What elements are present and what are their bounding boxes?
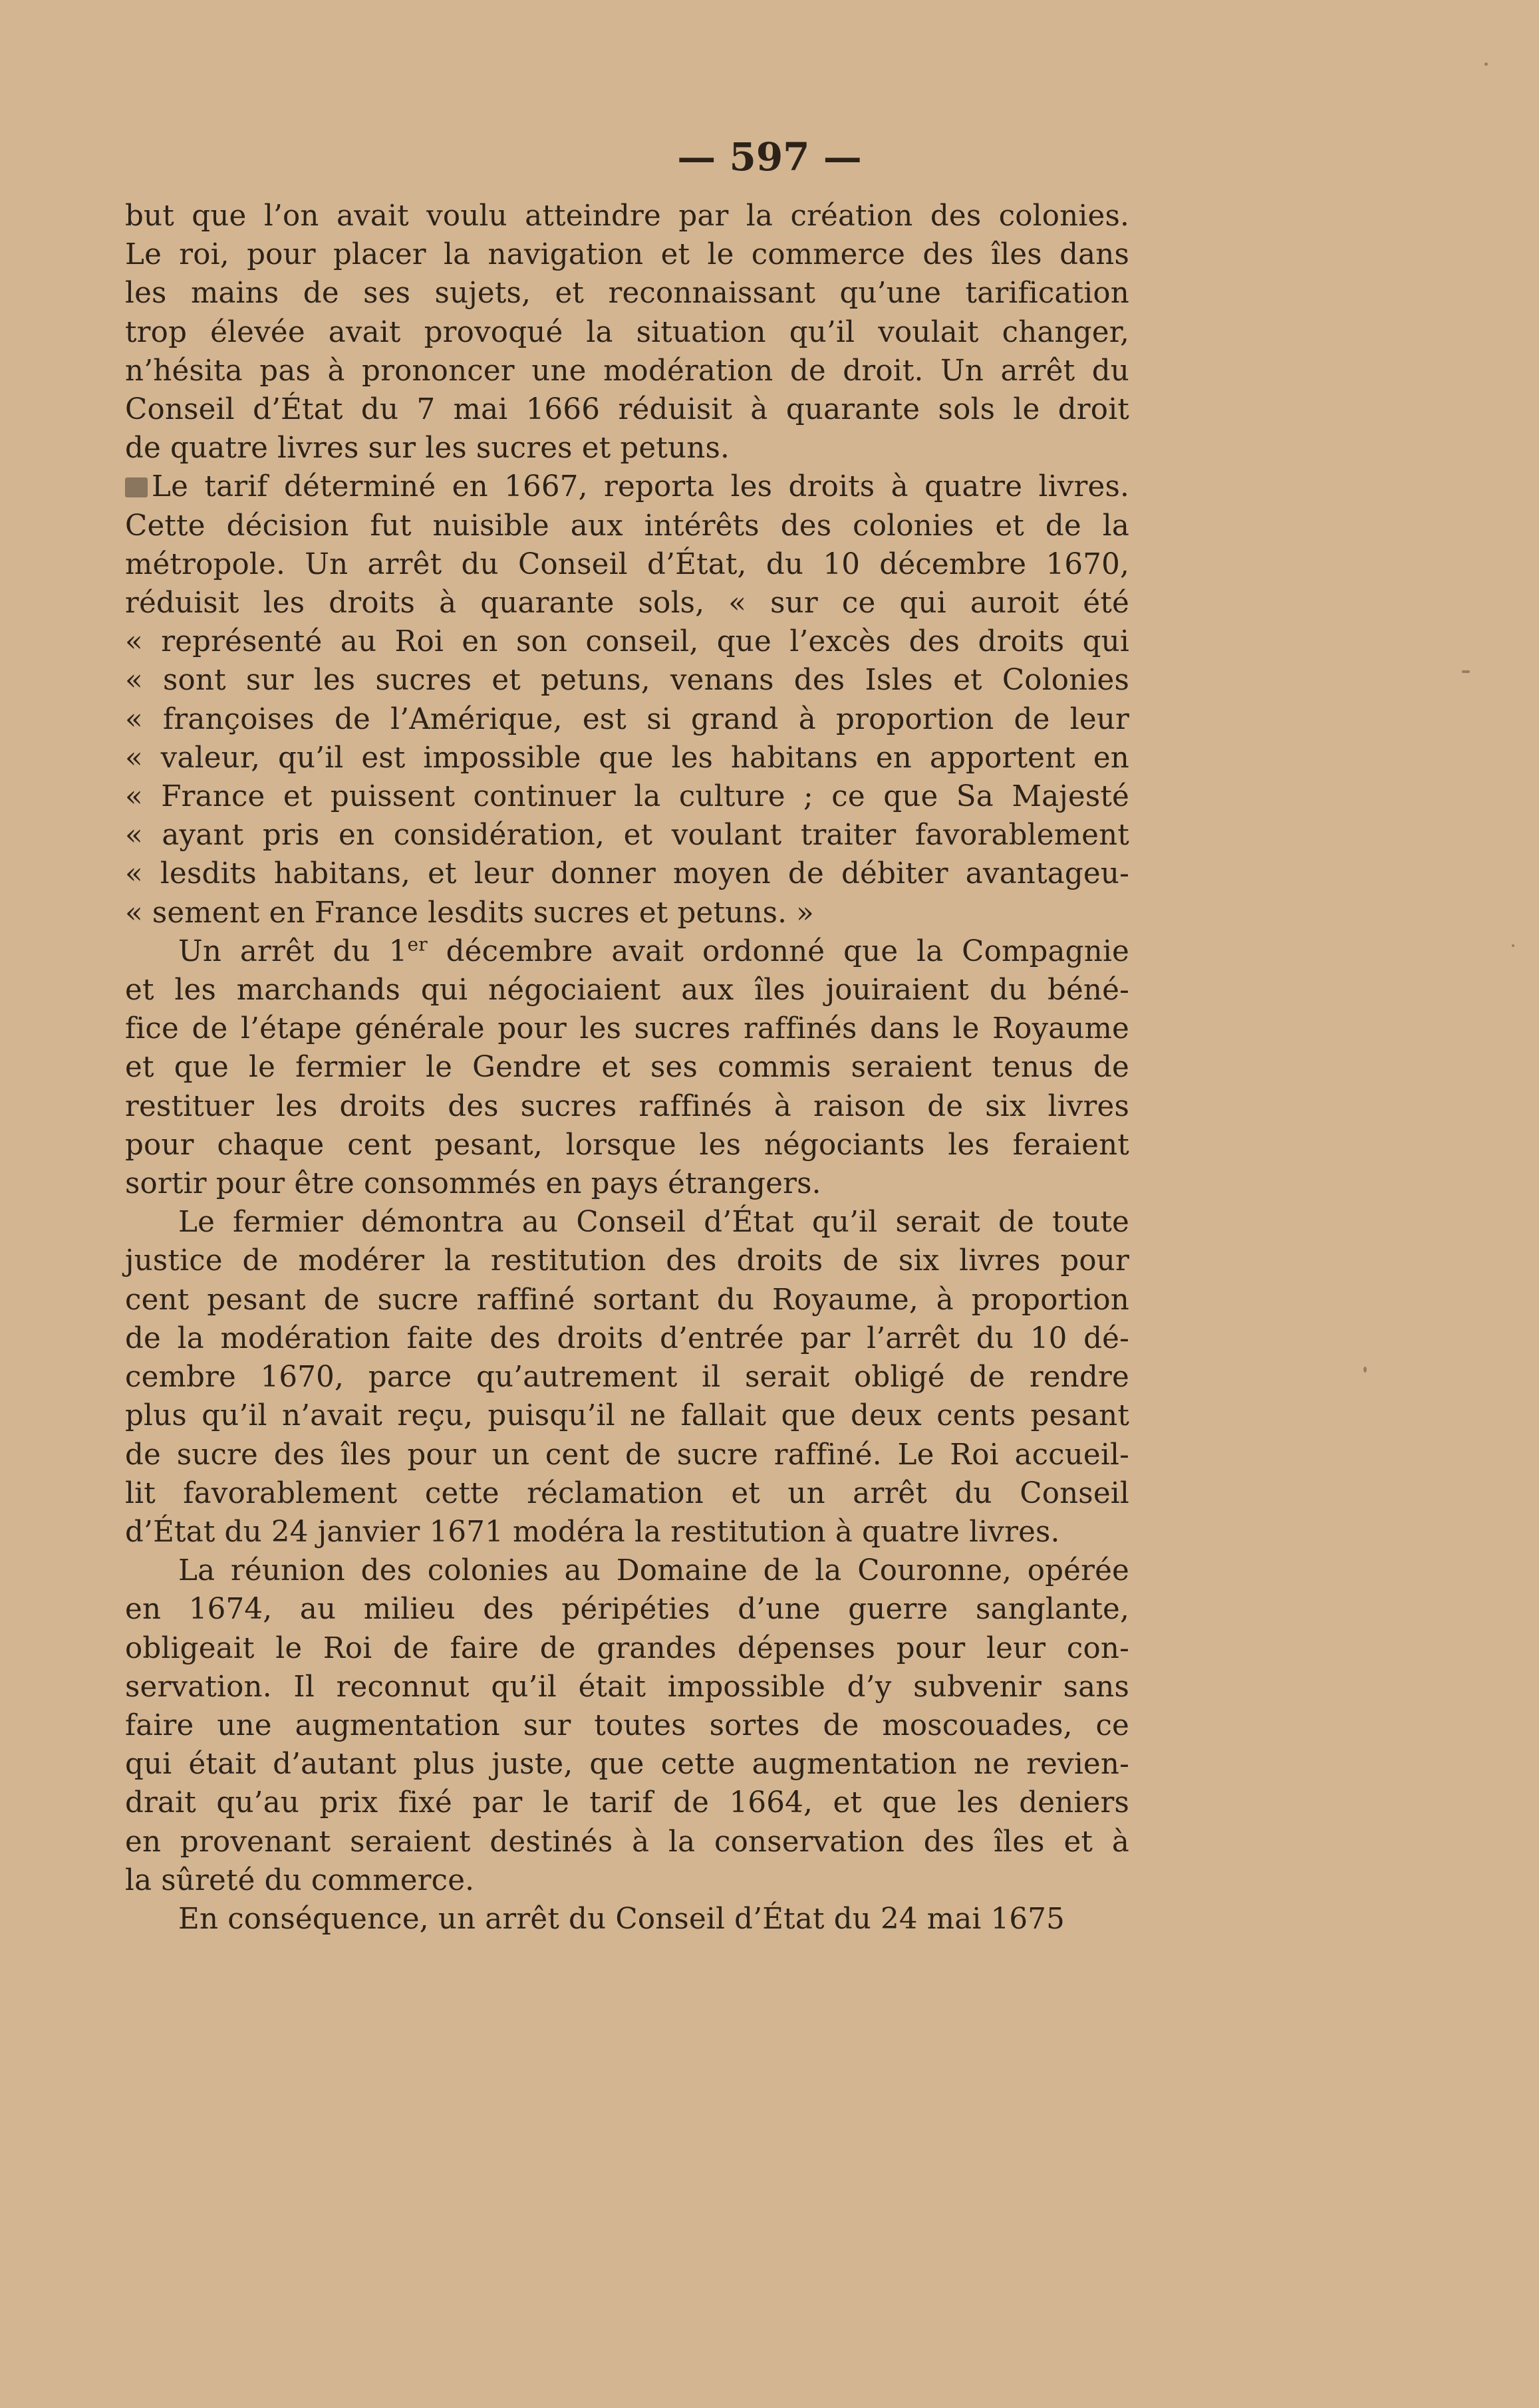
quote-line: « valeur, qu’il est impossible que les habitans en apportent en: [125, 741, 1129, 775]
text-line: de sucre des îles pour un cent de sucre raffiné. Le Roi accueil-: [125, 1438, 1129, 1472]
text-line: qui était d’autant plus juste, que cette augmentation ne revien-: [125, 1748, 1129, 1782]
text-line: servation. Il reconnut qu’il était impossible d’y subvenir sans: [125, 1670, 1129, 1704]
ink-blot-icon: [125, 477, 148, 497]
quote-line: « lesdits habitans, et leur donner moyen de débiter avantageu-: [125, 857, 1129, 891]
text-line-content: Un arrêt du 1: [178, 934, 408, 968]
quote-line: « sont sur les sucres et petuns, venans des Isles et Colonies: [125, 664, 1129, 698]
quote-line: « françoises de l’Amérique, est si grand à proportion de leur: [125, 702, 1129, 736]
text-line: cembre 1670, parce qu’autrement il serait obligé de rendre: [125, 1361, 1129, 1395]
text-line: pour chaque cent pesant, lorsque les négociants les feraient: [125, 1128, 1129, 1162]
text-line: de la modération faite des droits d’entrée par l’arrêt du 10 dé-: [125, 1321, 1129, 1355]
paragraph-line: [125, 932, 1129, 971]
text-line: restituer les droits des sucres raffinés à raison de six livres: [125, 1089, 1129, 1123]
paper-speck: [1462, 670, 1470, 673]
text-line: et les marchands qui négociaient aux îles jouiraient du béné-: [125, 974, 1129, 1007]
text-line: En conséquence, un arrêt du Conseil d’État du 24 mai 1675: [178, 1902, 1065, 1936]
text-line: justice de modérer la restitution des droits de six livres pour: [125, 1244, 1129, 1278]
text-line: d’État du 24 janvier 1671 modéra la restitution à quatre livres.: [125, 1515, 1060, 1549]
text-line: de quatre livres sur les sucres et petuns.: [125, 432, 730, 466]
text-line: n’hésita pas à prononcer une modération de droit. Un arrêt du: [125, 354, 1129, 388]
superscript: er: [407, 933, 428, 956]
text-line: La réunion des colonies au Domaine de la Couronne, opérée: [178, 1554, 1129, 1588]
text-line: lit favorablement cette réclamation et un arrêt du Conseil: [125, 1476, 1129, 1510]
text-line: obligeait le Roi de faire de grandes dépenses pour leur con-: [125, 1631, 1129, 1665]
quote-line: « représenté au Roi en son conseil, que l’excès des droits qui: [125, 625, 1129, 659]
text-line: fice de l’étape générale pour les sucres raffinés dans le Royaume: [125, 1012, 1129, 1046]
text-line: en 1674, au milieu des péripéties d’une guerre sanglante,: [125, 1593, 1129, 1627]
text-line: Le roi, pour placer la navigation et le commerce des îles dans: [125, 238, 1129, 272]
text-line: but que l’on avait voulu atteindre par la création des colonies.: [125, 200, 1129, 233]
text-line-content: Le tarif déterminé en 1667, reporta les droits à quatre livres.: [152, 470, 1129, 504]
paper-speck: [1363, 1367, 1367, 1373]
text-line: Cette décision fut nuisible aux intérêts des colonies et de la: [125, 509, 1129, 543]
quote-line: « ayant pris en considération, et voulant traiter favorablement: [125, 819, 1129, 853]
text-line: et que le fermier le Gendre et ses commis seraient tenus de: [125, 1051, 1129, 1085]
quote-line: « sement en France lesdits sucres et petuns. »: [125, 896, 814, 930]
text-line: Conseil d’État du 7 mai 1666 réduisit à quarante sols le droit: [125, 393, 1129, 427]
text-line: drait qu’au prix fixé par le tarif de 1664, et que les deniers: [125, 1786, 1129, 1820]
paragraph-line: [125, 468, 1129, 506]
text-line: la sûreté du commerce.: [125, 1863, 475, 1897]
text-line: métropole. Un arrêt du Conseil d’État, du 10 décembre 1670,: [125, 547, 1129, 581]
text-line: cent pesant de sucre raffiné sortant du Royaume, à proportion: [125, 1283, 1129, 1317]
text-line-content: décembre avait ordonné que la Compagnie: [427, 934, 1129, 968]
text-line: les mains de ses sujets, et reconnaissant qu’une tarification: [125, 277, 1129, 311]
text-line: Le fermier démontra au Conseil d’État qu’il serait de toute: [178, 1206, 1129, 1240]
page-number: — 597 —: [677, 134, 862, 180]
text-line: sortir pour être consommés en pays étrangers.: [125, 1167, 821, 1201]
text-line: en provenant seraient destinés à la conservation des îles et à: [125, 1825, 1129, 1859]
body-text: [125, 197, 1129, 1939]
paper-speck: [1512, 944, 1514, 947]
text-line: réduisit les droits à quarante sols, « sur ce qui auroit été: [125, 587, 1129, 620]
text-line: faire une augmentation sur toutes sortes de moscouades, ce: [125, 1708, 1129, 1742]
paper-speck: [1484, 63, 1488, 66]
quote-line: « France et puissent continuer la culture ; ce que Sa Majesté: [125, 780, 1129, 814]
text-line: plus qu’il n’avait reçu, puisqu’il ne fallait que deux cents pesant: [125, 1399, 1129, 1433]
text-line: trop élevée avait provoqué la situation qu’il voulait changer,: [125, 315, 1129, 349]
